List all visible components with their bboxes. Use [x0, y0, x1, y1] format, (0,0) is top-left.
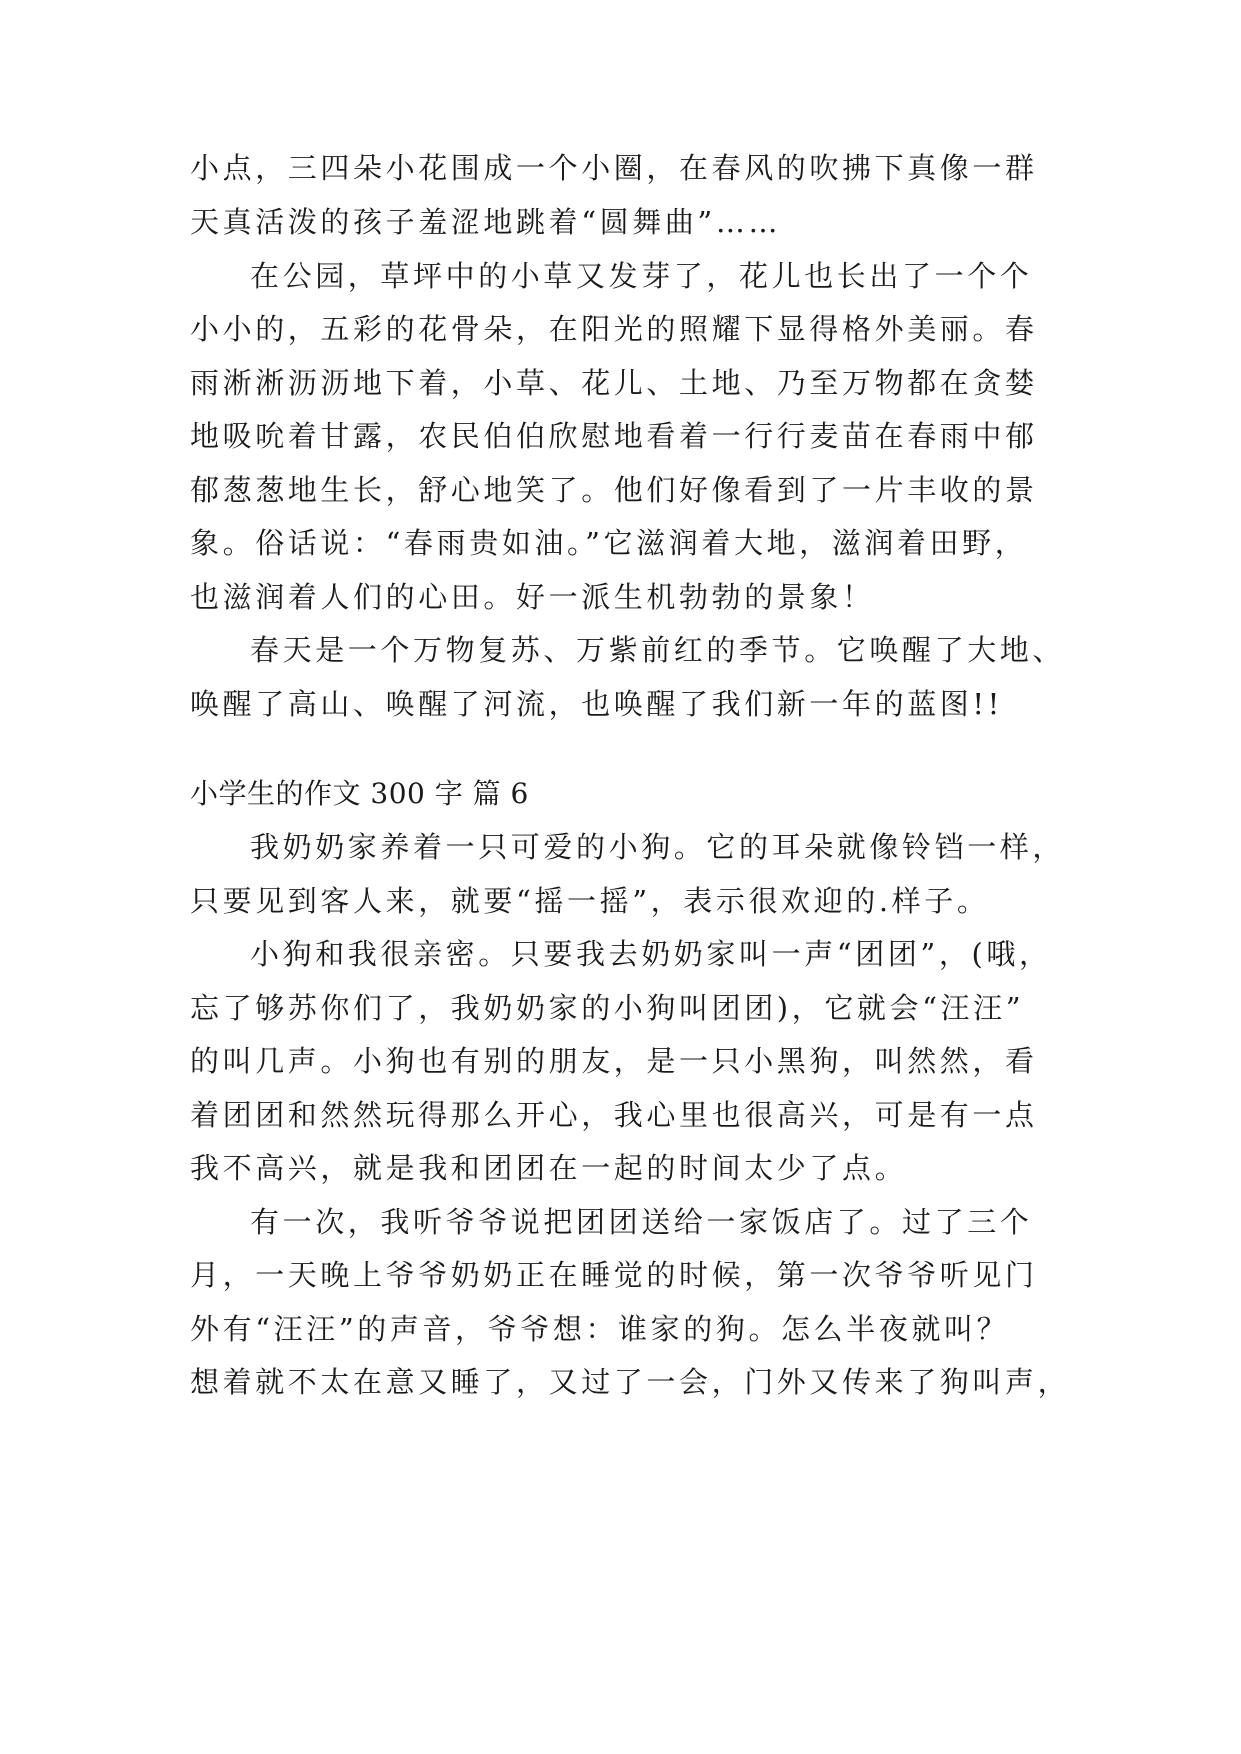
paragraph-line: 雨淅淅沥沥地下着，小草、花儿、土地、乃至万物都在贪婪 [190, 366, 1038, 400]
paragraph-line: 小点，三四朵小花围成一个小圈，在春风的吹拂下真像一群 [190, 151, 1038, 185]
paragraph-line: 只要见到客人来，就要“摇一摇”，表示很欢迎的.样子。 [190, 884, 990, 918]
paragraph-line: 唤醒了高山、唤醒了河流，也唤醒了我们新一年的蓝图!! [190, 687, 1003, 721]
paragraph-first-line: 小狗和我很亲密。只要我去奶奶家叫一声“团团”，(哦， [250, 937, 1052, 971]
paragraph-first-line: 春天是一个万物复苏、万紫前红的季节。它唤醒了大地、 [250, 633, 1066, 667]
paragraph-line: 天真活泼的孩子羞涩地跳着“圆舞曲”…… [190, 205, 782, 239]
paragraph-line: 外有“汪汪”的声音，爷爷想：谁家的狗。怎么半夜就叫？ [190, 1312, 1010, 1346]
paragraph-line: 小小的，五彩的花骨朵，在阳光的照耀下显得格外美丽。春 [190, 312, 1038, 346]
paragraph-line: 我不高兴，就是我和团团在一起的时间太少了点。 [190, 1151, 908, 1185]
paragraph-line: 象。俗话说：“春雨贵如油。”它滋润着大地，滋润着田野， [190, 526, 1028, 560]
paragraph-line: 忘了够苏你们了，我奶奶家的小狗叫团团)，它就会“汪汪” [190, 991, 1025, 1025]
paragraph-line: 的叫几声。小狗也有别的朋友，是一只小黑狗，叫然然，看 [190, 1044, 1038, 1078]
paragraph-line: 月，一天晚上爷爷奶奶正在睡觉的时候，第一次爷爷听见门 [190, 1258, 1038, 1292]
section-heading: 小学生的作文 300 字 篇 6 [190, 777, 529, 810]
paragraph-first-line: 我奶奶家养着一只可爱的小狗。它的耳朵就像铃铛一样， [250, 830, 1066, 864]
paragraph-first-line: 在公园，草坪中的小草又发芽了，花儿也长出了一个个 [250, 259, 1033, 293]
paragraph-line: 想着就不太在意又睡了，又过了一会，门外又传来了狗叫声， [190, 1365, 1071, 1399]
paragraph-line: 着团团和然然玩得那么开心，我心里也很高兴，可是有一点 [190, 1098, 1038, 1132]
paragraph-line: 地吸吮着甘露，农民伯伯欣慰地看着一行行麦苗在春雨中郁 [190, 419, 1038, 453]
paragraph-line: 郁葱葱地生长，舒心地笑了。他们好像看到了一片丰收的景 [190, 473, 1038, 507]
paragraph-first-line: 有一次，我听爷爷说把团团送给一家饭店了。过了三个 [250, 1205, 1033, 1239]
paragraph-line: 也滋润着人们的心田。好一派生机勃勃的景象！ [190, 580, 875, 614]
